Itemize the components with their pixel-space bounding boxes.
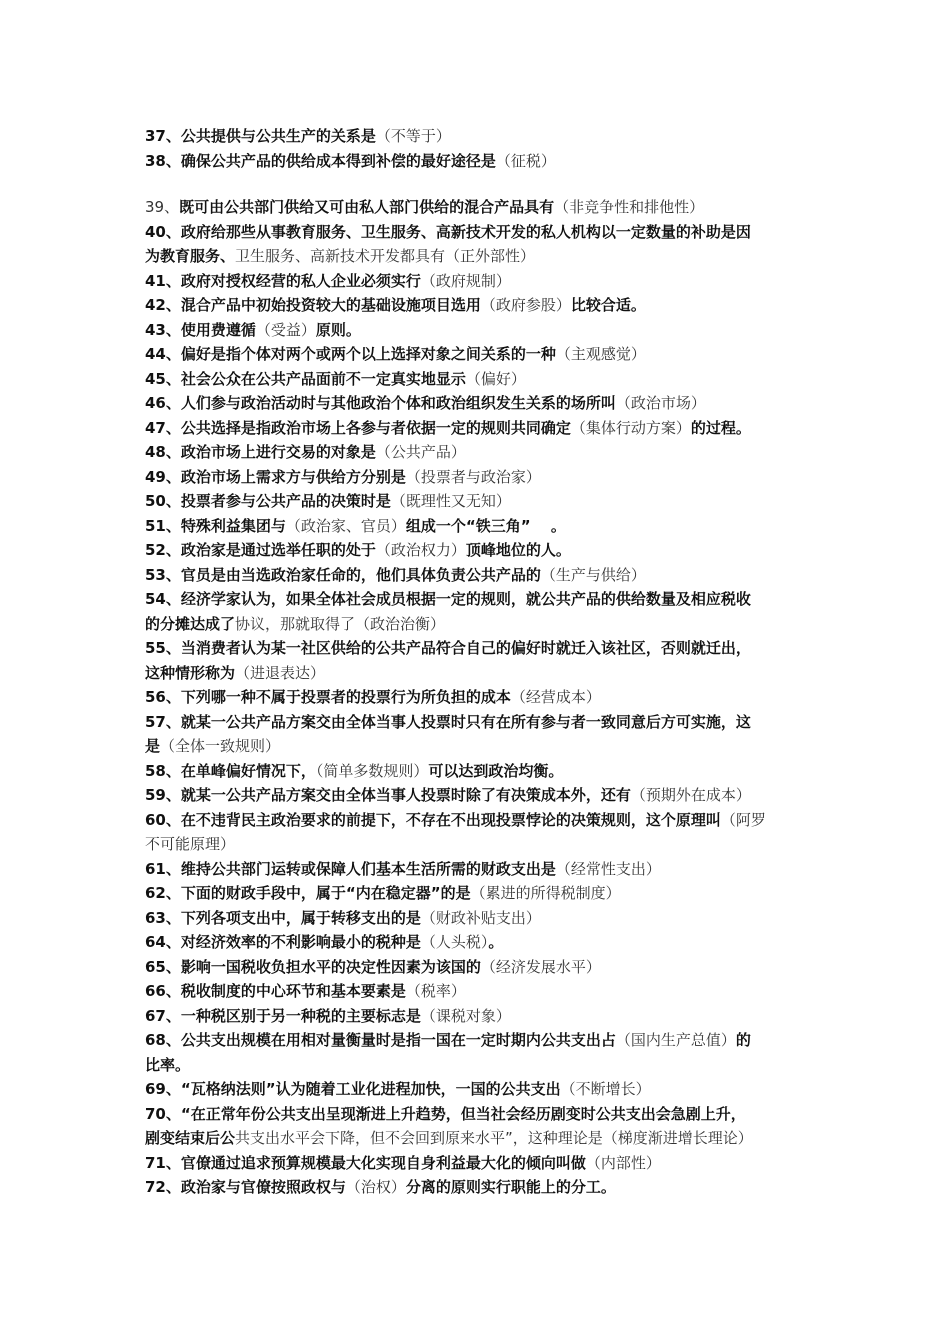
question-text: 既可由公共部门供给又可由私人部门供给的混合产品具有 <box>179 198 555 216</box>
question-text: 下面的财政手段中，属于“内在稳定器”的是 <box>180 884 471 902</box>
question-tail: 的 <box>735 1031 751 1049</box>
answer-text: （公共产品） <box>375 443 466 461</box>
question-text: “在正常年份公共支出呈现渐进上升趋势，但当社会经历剧变时公共支出会急剧上升， <box>180 1104 746 1123</box>
answer-text: （既理性又无知） <box>390 492 511 510</box>
question-line-61 <box>145 857 815 882</box>
question-text: 政府对授权经营的私人企业必须实行 <box>180 271 421 290</box>
question-line-66 <box>145 979 815 1004</box>
question-number: 61、 <box>145 859 181 878</box>
question-line-71 <box>145 1151 815 1176</box>
question-line-51 <box>145 514 815 539</box>
question-text: 政治市场上需求方与供给方分别是 <box>180 467 406 486</box>
answer-text: （税率） <box>405 982 466 1000</box>
question-text: 使用费遵循 <box>180 320 256 339</box>
question-number: 43、 <box>145 320 181 339</box>
question-line-72 <box>145 1175 815 1200</box>
question-tail: 。 <box>488 933 504 951</box>
answer-text: （简单多数规则） <box>315 761 429 780</box>
question-text: 社会公众在公共产品面前不一定真实地显示 <box>180 369 466 388</box>
question-line-48 <box>145 440 815 465</box>
answer-text: （非竞争性和排他性） <box>554 198 705 216</box>
question-line-67 <box>145 1004 815 1029</box>
answer-text: 协议，那就取得了（政治治衡） <box>235 614 446 633</box>
question-line-42 <box>145 293 815 318</box>
question-text: 当消费者认为某一社区供给的公共产品符合自己的偏好时就迁入该社区，否则就迁出， <box>180 639 751 657</box>
question-text: 混合产品中初始投资较大的基础设施项目选用 <box>180 296 481 314</box>
question-line-63 <box>145 906 815 931</box>
answer-text: （国内生产总值） <box>615 1031 736 1049</box>
answer-text: （受益） <box>255 320 316 339</box>
question-line-57-cont <box>145 734 815 759</box>
question-text: 投票者参与公共产品的决策时是 <box>180 492 391 510</box>
question-text: 在不违背民主政治要求的前提下，不存在不出现投票悖论的决策规则，这个原理叫 <box>180 810 721 829</box>
question-number: 41、 <box>145 271 181 290</box>
paragraph-gap <box>145 173 815 195</box>
question-text: 是 <box>145 737 161 755</box>
question-number: 63、 <box>145 908 181 927</box>
question-number: 46、 <box>145 394 181 412</box>
answer-text: （政府参股） <box>480 296 571 314</box>
question-text: 公共支出规模在用相对量衡量时是指一国在一定时期内公共支出占 <box>180 1031 616 1049</box>
question-number: 72、 <box>145 1178 181 1196</box>
question-line-46 <box>145 391 815 416</box>
question-line-65 <box>145 955 815 980</box>
question-line-53 <box>145 563 815 588</box>
question-number: 53、 <box>145 565 181 584</box>
question-text: 官员是由当选政治家任命的，他们具体负责公共产品的 <box>180 565 541 584</box>
question-line-44 <box>145 342 815 367</box>
question-number: 67、 <box>145 1006 181 1025</box>
answer-text: （不断增长） <box>560 1080 651 1098</box>
question-tail: 原则。 <box>315 320 361 339</box>
question-line-62 <box>145 881 815 906</box>
question-number: 45、 <box>145 369 181 388</box>
question-line-68-cont <box>145 1053 815 1078</box>
question-tail: 比较合适。 <box>570 296 646 314</box>
answer-text: （阿罗 <box>720 810 766 829</box>
question-text: 就某一公共产品方案交由全体当事人投票时除了有决策成本外，还有 <box>180 786 631 804</box>
answer-text: （累进的所得税制度） <box>470 884 621 902</box>
question-number: 42、 <box>145 296 181 314</box>
answer-text: 共支出水平会下降，但不会回到原来水平”，这种理论是（梯度渐进增长理论） <box>235 1129 753 1147</box>
question-text: “瓦格纳法则”认为随着工业化进程加快，一国的公共支出 <box>180 1080 561 1098</box>
answer-text: （课税对象） <box>420 1006 511 1025</box>
question-text: 官僚通过追求预算规模最大化实现自身利益最大化的倾向叫做 <box>180 1153 586 1172</box>
question-text: 剧变结束后公 <box>145 1129 236 1147</box>
question-tail: 分离的原则实行职能上的分工。 <box>405 1178 616 1196</box>
question-number: 55、 <box>145 639 181 657</box>
answer-text: （财政补贴支出） <box>420 908 541 927</box>
question-number: 47、 <box>145 418 181 437</box>
question-number: 60、 <box>145 810 181 829</box>
question-line-52 <box>145 538 815 563</box>
question-number: 62、 <box>145 884 181 902</box>
question-number: 50、 <box>145 492 181 510</box>
question-line-60 <box>145 808 815 833</box>
question-text: 就某一公共产品方案交由全体当事人投票时只有在所有参与者一致同意后方可实施，这 <box>180 712 751 731</box>
question-number: 64、 <box>145 933 181 951</box>
question-number: 37、 <box>145 127 181 145</box>
question-text: 人们参与政治活动时与其他政治个体和政治组织发生关系的场所叫 <box>180 394 616 412</box>
question-number: 59、 <box>145 786 181 804</box>
answer-text: （经常性支出） <box>555 859 661 878</box>
answer-text: （政治权力） <box>375 541 466 559</box>
question-text: 这种情形称为 <box>145 663 236 682</box>
question-number: 56、 <box>145 688 181 706</box>
answer-text: （主观感觉） <box>555 345 646 363</box>
question-number: 40、 <box>145 222 181 241</box>
answer-text: （政治家、官员） <box>285 516 406 535</box>
document-body <box>145 124 815 1200</box>
question-number: 58、 <box>145 761 181 780</box>
question-text: 特殊利益集团与 <box>180 516 286 535</box>
question-number: 65、 <box>145 957 181 976</box>
question-number: 38、 <box>145 151 181 170</box>
question-text: 维持公共部门运转或保障人们基本生活所需的财政支出是 <box>180 859 556 878</box>
question-line-40 <box>145 220 815 245</box>
question-number: 52、 <box>145 541 181 559</box>
question-number: 39、 <box>145 198 180 216</box>
question-number: 66、 <box>145 982 181 1000</box>
question-tail: 组成一个“铁三角” 。 <box>405 516 566 535</box>
question-text: 确保公共产品的供给成本得到补偿的最好途径是 <box>180 151 496 170</box>
question-tail: 可以达到政治均衡。 <box>428 761 564 780</box>
question-number: 48、 <box>145 443 181 461</box>
question-line-37 <box>145 124 815 149</box>
question-line-57 <box>145 710 815 735</box>
question-line-47 <box>145 416 815 441</box>
question-text: 影响一国税收负担水平的决定性因素为该国的 <box>180 957 481 976</box>
question-text: 公共选择是指政治市场上各参与者依据一定的规则共同确定 <box>180 418 571 437</box>
answer-text: （政府规制） <box>420 271 511 290</box>
answer-text: （内部性） <box>585 1153 661 1172</box>
question-text: 的分摊达成了 <box>145 614 236 633</box>
answer-text: （集体行动方案） <box>570 418 691 437</box>
answer-text: （经营成本） <box>510 688 601 706</box>
question-text: 一种税区别于另一种税的主要标志是 <box>180 1006 421 1025</box>
answer-text: （预期外在成本） <box>630 786 751 804</box>
question-line-55 <box>145 636 815 661</box>
question-line-43 <box>145 318 815 343</box>
question-number: 57、 <box>145 712 181 731</box>
question-line-39 <box>145 195 815 220</box>
question-number: 69、 <box>145 1080 181 1098</box>
question-line-54-cont <box>145 612 815 637</box>
answer-text: （治权） <box>345 1178 406 1196</box>
question-line-68 <box>145 1028 815 1053</box>
question-text: 政治家与官僚按照政权与 <box>180 1178 346 1196</box>
question-number: 70、 <box>145 1104 181 1123</box>
answer-text: （征税） <box>495 151 556 170</box>
answer-text: 不可能原理） <box>145 835 236 853</box>
question-number: 54、 <box>145 590 181 608</box>
question-text: 公共提供与公共生产的关系是 <box>180 127 376 145</box>
question-text: 下列各项支出中，属于转移支出的是 <box>180 908 421 927</box>
question-text: 在单峰偏好情况下， <box>180 761 316 780</box>
question-line-50 <box>145 489 815 514</box>
question-text: 经济学家认为，如果全体社会成员根据一定的规则，就公共产品的供给数量及相应税收 <box>180 590 751 608</box>
question-text: 下列哪一种不属于投票者的投票行为所负担的成本 <box>180 688 511 706</box>
answer-text: （全体一致规则） <box>160 737 281 755</box>
question-number: 44、 <box>145 345 181 363</box>
question-line-70-cont <box>145 1126 815 1151</box>
question-number: 51、 <box>145 516 181 535</box>
question-text: 比率。 <box>145 1055 191 1074</box>
question-text: 政治市场上进行交易的对象是 <box>180 443 376 461</box>
answer-text: （生产与供给） <box>540 565 646 584</box>
question-number: 68、 <box>145 1031 181 1049</box>
question-tail: 的过程。 <box>690 418 751 437</box>
question-tail: 顶峰地位的人。 <box>465 541 571 559</box>
question-text: 偏好是指个体对两个或两个以上选择对象之间关系的一种 <box>180 345 556 363</box>
question-line-60-cont <box>145 832 815 857</box>
question-line-69 <box>145 1077 815 1102</box>
answer-text: 卫生服务、高新技术开发都具有（正外部性） <box>235 247 536 265</box>
answer-text: （经济发展水平） <box>480 957 601 976</box>
question-text: 对经济效率的不利影响最小的税种是 <box>180 933 421 951</box>
question-text: 税收制度的中心环节和基本要素是 <box>180 982 406 1000</box>
question-line-55-cont <box>145 661 815 686</box>
question-text: 为教育服务、 <box>145 247 236 265</box>
question-text: 政治家是通过选举任职的处于 <box>180 541 376 559</box>
answer-text: （人头税） <box>420 933 489 951</box>
question-line-56 <box>145 685 815 710</box>
question-line-70 <box>145 1102 815 1127</box>
question-text: 政府给那些从事教育服务、卫生服务、高新技术开发的私人机构以一定数量的补助是因 <box>180 222 751 241</box>
answer-text: （投票者与政治家） <box>405 467 541 486</box>
question-line-54 <box>145 587 815 612</box>
question-line-49 <box>145 465 815 490</box>
question-line-59 <box>145 783 815 808</box>
question-number: 71、 <box>145 1153 181 1172</box>
question-line-40-cont <box>145 244 815 269</box>
question-line-45 <box>145 367 815 392</box>
question-number: 49、 <box>145 467 181 486</box>
question-line-58 <box>145 759 815 784</box>
answer-text: （不等于） <box>375 127 451 145</box>
answer-text: （政治市场） <box>615 394 706 412</box>
question-line-41 <box>145 269 815 294</box>
answer-text: （偏好） <box>465 369 526 388</box>
question-line-38 <box>145 149 815 174</box>
question-line-64 <box>145 930 815 955</box>
answer-text: （进退表达） <box>235 663 326 682</box>
